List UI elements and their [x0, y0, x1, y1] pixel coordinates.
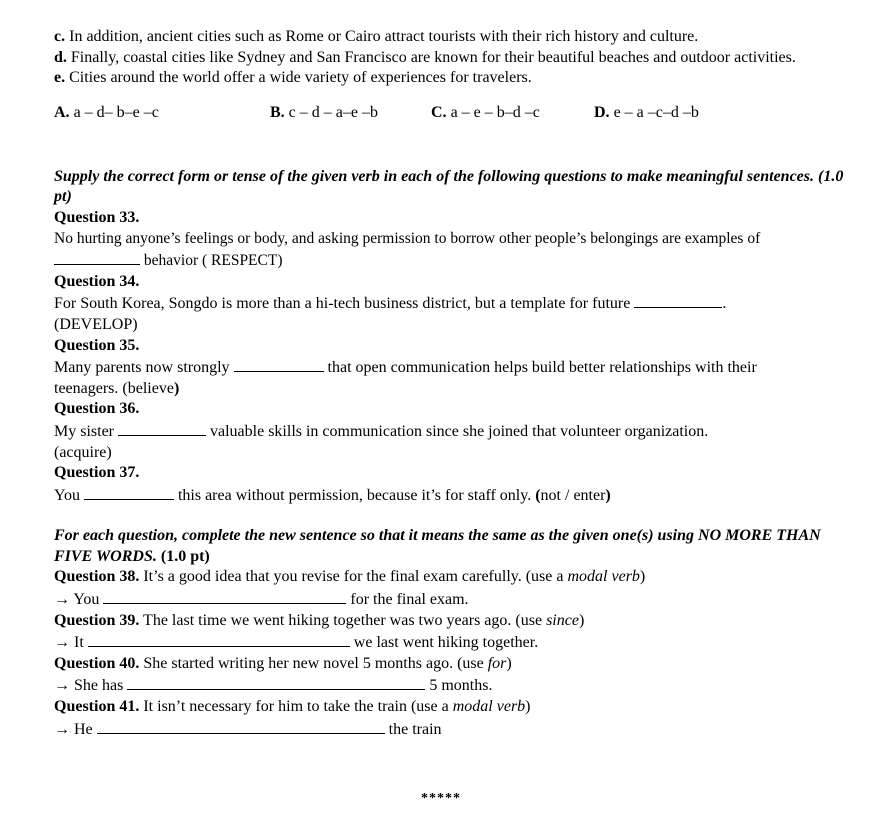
question-41-answer: → He the train — [54, 718, 844, 741]
ordering-item-c: c. In addition, ancient cities such as Rome or Cairo attract tourists with their rich history and culture. — [54, 28, 699, 45]
question-38-answer: → You for the final exam. — [54, 588, 844, 611]
question-39-answer: → It we last went hiking together. — [54, 631, 844, 654]
option-d[interactable]: D. e – a –c–d –b — [594, 103, 699, 121]
ordering-item-d: d. Finally, coastal cities like Sydney and San Francisco are known for their beautiful beaches and outdoor activities. — [54, 48, 796, 66]
answer-blank-34[interactable] — [634, 292, 722, 308]
answer-blank-33[interactable] — [54, 249, 140, 265]
answer-blank-35[interactable] — [234, 356, 324, 372]
option-c[interactable]: C. a – e – b–d –c — [431, 103, 540, 121]
question-34-label: Question 34. — [54, 272, 140, 290]
answer-blank-41[interactable] — [97, 718, 385, 734]
question-33-label: Question 33. — [54, 208, 140, 226]
option-a[interactable]: A. a – d– b–e –c — [54, 103, 159, 121]
question-37-text: You this area without permission, because it’s for staff only. (not / enter) — [54, 484, 844, 507]
option-b[interactable]: B. c – d – a–e –b — [270, 103, 378, 121]
ordering-item-e: e. Cities around the world offer a wide variety of experiences for travelers. — [54, 69, 532, 87]
verb-section-instruction: Supply the correct form or tense of the given verb in each of the following questions to make meaningful sentences. (1.0 pt) — [54, 167, 844, 206]
answer-blank-36[interactable] — [118, 420, 206, 436]
question-35-text: Many parents now strongly that open communication helps build better relationships with their teenagers. (believe) — [54, 356, 844, 399]
answer-blank-37[interactable] — [84, 484, 174, 500]
worksheet-page — [54, 27, 844, 740]
answer-blank-39[interactable] — [88, 631, 350, 647]
answer-options — [54, 103, 844, 125]
question-38: Question 38. It’s a good idea that you revise for the final exam carefully. (use a modal verb) — [54, 568, 646, 586]
question-33-text: No hurting anyone’s feelings or body, and asking permission to borrow other people’s belongings are examples of behavior ( RESPECT) — [54, 229, 761, 270]
question-34-text: For South Korea, Songdo is more than a hi-tech business district, but a template for future . (DEVELOP) — [54, 292, 844, 335]
question-35-label: Question 35. — [54, 336, 140, 354]
rewrite-section-instruction: For each question, complete the new sentence so that it means the same as the given one(s) using NO MORE THAN FIVE WORDS. (1.0 pt) — [54, 527, 821, 565]
question-40: Question 40. She started writing her new novel 5 months ago. (use for) — [54, 654, 512, 672]
question-39: Question 39. The last time we went hiking together was two years ago. (use since) — [54, 611, 585, 629]
answer-blank-38[interactable] — [103, 588, 346, 604]
question-40-answer: → She has 5 months. — [54, 674, 844, 697]
end-stars: ***** — [421, 791, 461, 806]
question-36-text: My sister valuable skills in communication since she joined that volunteer organization. (acquire) — [54, 420, 844, 463]
question-41: Question 41. It isn’t necessary for him to take the train (use a modal verb) — [54, 698, 531, 716]
answer-blank-40[interactable] — [127, 674, 425, 690]
question-36-label: Question 36. — [54, 400, 140, 418]
question-37-label: Question 37. — [54, 464, 140, 482]
